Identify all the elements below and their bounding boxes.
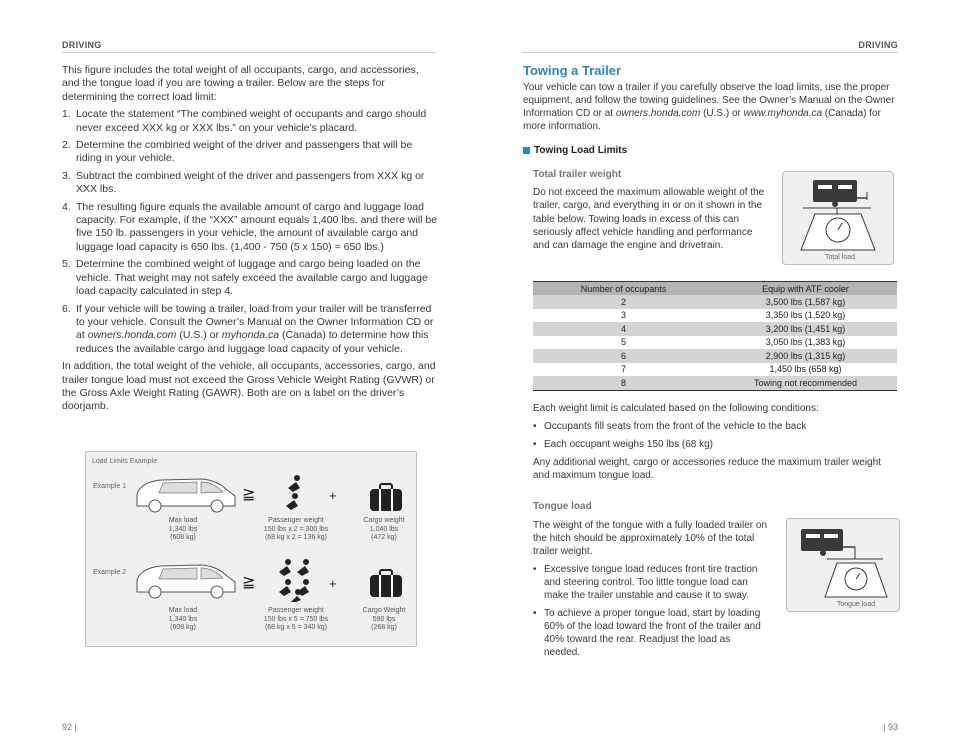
weight-cell: 3,500 lbs (1,587 kg) [714, 295, 897, 309]
total-weight-text: Do not exceed the maximum allowable weight of the trailer, cargo, and everything in or on it shown in the table below. Towing loads in excess of this can seriously affect vehicle handling and performance and can damage the engine and drivetrain. [533, 187, 765, 252]
table-header-atf: Equip with ATF cooler [714, 282, 897, 296]
step-text: Determine the combined weight of the driver and passengers that will be riding in your vehicle. [76, 139, 413, 165]
occupants-cell: 7 [620, 364, 626, 375]
minivan-icon [131, 560, 241, 602]
cargo-weight-2 [348, 607, 420, 633]
step-6-list [62, 303, 438, 357]
plus-symbol: + [329, 488, 337, 503]
condition-item: • Occupants fill seats from the front of the vehicle to the back [533, 420, 898, 433]
table-header-occupants: Number of occupants [533, 282, 714, 296]
right-page-number: | 93 [883, 722, 898, 732]
section-heading-text: Towing Load Limits [534, 145, 628, 156]
owners-link[interactable]: owners.honda.com [87, 329, 177, 342]
table-row [533, 336, 897, 350]
luggage-icon [368, 569, 404, 599]
step-number: 1. [62, 108, 71, 121]
trailer-scale-icon [783, 172, 893, 252]
towing-limits-table [533, 281, 897, 391]
step-text: Locate the statement “The combined weight of occupants and cargo should never exceed XXX kg or XXX lbs.” on your vehicle’s placard. [76, 108, 427, 134]
table-row [533, 322, 897, 336]
step-number: 4. [62, 200, 71, 213]
passengers-icon [282, 474, 306, 512]
tongue-title: Tongue load [533, 501, 592, 512]
tongue-text: The weight of the tongue with a fully loaded trailer on the hitch should be approximately 10% of the total trailer weight. [533, 520, 768, 557]
load-intro: This figure includes the total weight of all occupants, cargo, and accessories, and the tongue load if you are towing a trailer. Below are the steps for determining the correct load limit: [62, 64, 419, 103]
step-number: 6. [62, 302, 71, 315]
conditions-note: Any additional weight, cargo or accessories reduce the maximum trailer weight and maximum tongue load. [533, 457, 881, 481]
caption-text: Cargo Weight 590 lbs (268 kg) [362, 607, 406, 631]
step-text: If your vehicle will be towing a trailer, load from your trailer will be transferred to your vehicle. Consult the Owner’s Manual on the Owner Information CD or at [76, 302, 434, 342]
left-header-rule [62, 52, 436, 53]
left-header: DRIVING [62, 40, 102, 50]
bullet-square-icon [523, 147, 530, 154]
right-header: DRIVING [858, 40, 898, 50]
passengers-icon [274, 558, 316, 602]
caption-text: Max load 1,340 lbs (608 kg) [168, 517, 198, 541]
tongue-load-figure [786, 518, 900, 612]
passenger-weight-2 [246, 607, 346, 633]
weight-cell: 1,450 lbs (658 kg) [769, 364, 842, 375]
example-2-label: Example 2 [93, 569, 127, 576]
total-load-label: Total load [825, 254, 855, 261]
step-6 [62, 303, 438, 357]
figure-title: Load Limits Example [92, 458, 157, 465]
total-weight-block [533, 168, 768, 252]
cargo-weight-1 [348, 517, 420, 543]
condition-item: • Each occupant weighs 150 lbs (68 kg) [533, 438, 898, 451]
minivan-icon [131, 474, 241, 516]
occupants-cell: 6 [533, 349, 714, 363]
table-row [533, 309, 897, 323]
left-body [62, 64, 438, 414]
tongue-bullet: • To achieve a proper tongue load, start by loading 60% of the load toward the front of the trailer and 40% toward the rear. Readjust the load as needed. [533, 607, 768, 659]
caption-text: Max load 1,340 lbs (608 kg) [168, 607, 198, 631]
table-row [533, 295, 897, 309]
caption-text: Cargo weight 1,040 lbs (472 kg) [363, 517, 405, 541]
weight-cell: 2,900 lbs (1,315 kg) [714, 349, 897, 363]
right-body [523, 64, 898, 157]
occupants-cell: 3 [620, 310, 626, 321]
myhonda-link[interactable]: www.myhonda.ca [743, 108, 823, 119]
intro-text: Your vehicle can tow a trailer if you carefully observe the load limits, use the proper equipment, and follow the towing guidelines. See the Owner’s Manual on the Owner Information CD or at [523, 82, 895, 119]
weight-cell: 3,050 lbs (1,383 kg) [765, 337, 846, 348]
tongue-bullet: • Excessive tongue load reduces front tire traction and steering control. Too little tongue load can make the trailer unstable and cause it to sway. [533, 563, 768, 602]
step-number: 2. [62, 139, 71, 152]
step-text: The resulting figure equals the available amount of cargo and luggage load capacity. For example, if the “XXX” amount equals 1,400 lbs. and there will be five 150 lb. passengers in your vehicle, the amount of available cargo and luggage load capacity is 650 lbs. (1,400 - 750 (5 x 150) = 650 lbs.) [76, 200, 438, 253]
total-weight-title: Total trailer weight [533, 169, 622, 180]
greater-equal-symbol: ≧ [242, 574, 256, 591]
max-load-1 [148, 517, 218, 543]
section-heading [523, 144, 898, 157]
caption-text: Passenger weight 150 lbs x 2 = 300 lbs (68 kg x 2 = 136 kg) [263, 517, 329, 541]
step-number: 3. [62, 169, 71, 182]
left-page-number: 92 | [62, 722, 77, 732]
step-3 [62, 170, 438, 197]
myhonda-link[interactable]: myhonda.ca [221, 329, 280, 342]
max-load-2 [148, 607, 218, 633]
step-text: (U.S.) or [176, 329, 222, 342]
occupants-cell: 8 [533, 376, 714, 390]
passenger-weight-1 [246, 517, 346, 543]
table-row [533, 363, 897, 377]
step-5 [62, 258, 438, 298]
conditions-block [533, 402, 898, 482]
luggage-icon [368, 483, 404, 513]
tongue-load-label: Tongue load [836, 601, 875, 608]
total-load-figure [782, 171, 894, 265]
step-text: Determine the combined weight of luggage and cargo being loaded on the vehicle. That weight may not safely exceed the available cargo and luggage load capacity calculated in step 4. [76, 258, 428, 298]
step-text: (Canada) to determine how this reduces the available cargo and luggage load capacity of your vehicle. [76, 329, 429, 355]
table-body [533, 295, 897, 390]
example-1-label: Example 1 [93, 483, 127, 490]
weight-cell: Towing not recommended [714, 376, 897, 390]
tongue-scale-icon [787, 519, 899, 599]
step-4 [62, 201, 438, 255]
table-row [533, 376, 897, 390]
occupants-cell: 5 [620, 337, 626, 348]
steps-list [62, 108, 438, 298]
weight-cell: 3,350 lbs (1,520 kg) [765, 310, 846, 321]
greater-equal-symbol: ≧ [242, 486, 256, 503]
plus-symbol: + [329, 576, 337, 591]
right-header-rule [522, 52, 898, 53]
step-2 [62, 139, 438, 166]
weight-cell: 3,200 lbs (1,451 kg) [714, 322, 897, 336]
closing-paragraph: In addition, the total weight of the vehicle, all occupants, accessories, cargo, and trailer tongue load must not exceed the Gross Vehicle Weight Rating (GVWR) or the Gross Axle Weight Rating (GAWR). Both are on a label on the driver’s doorjamb. [62, 360, 436, 413]
conditions-intro: Each weight limit is calculated based on the following conditions: [533, 403, 819, 414]
step-1 [62, 108, 438, 135]
intro-text: (Canada) for more information. [523, 108, 881, 132]
step-number: 5. [62, 258, 71, 271]
tongue-block [533, 500, 768, 659]
intro-text: (U.S.) or [700, 108, 744, 119]
caption-text: Passenger weight 150 lbs x 5 = 750 lbs (68 kg x 5 = 340 kg) [263, 607, 329, 631]
towing-title: Towing a Trailer [523, 63, 622, 78]
load-limits-figure [85, 451, 417, 647]
step-text: Subtract the combined weight of the driver and passengers from XXX kg or XXX lbs. [76, 169, 425, 196]
table-row [533, 349, 897, 363]
towing-intro [523, 81, 898, 133]
occupants-cell: 4 [533, 322, 714, 336]
occupants-cell: 2 [533, 295, 714, 309]
owners-link[interactable]: owners.honda.com [615, 108, 701, 119]
